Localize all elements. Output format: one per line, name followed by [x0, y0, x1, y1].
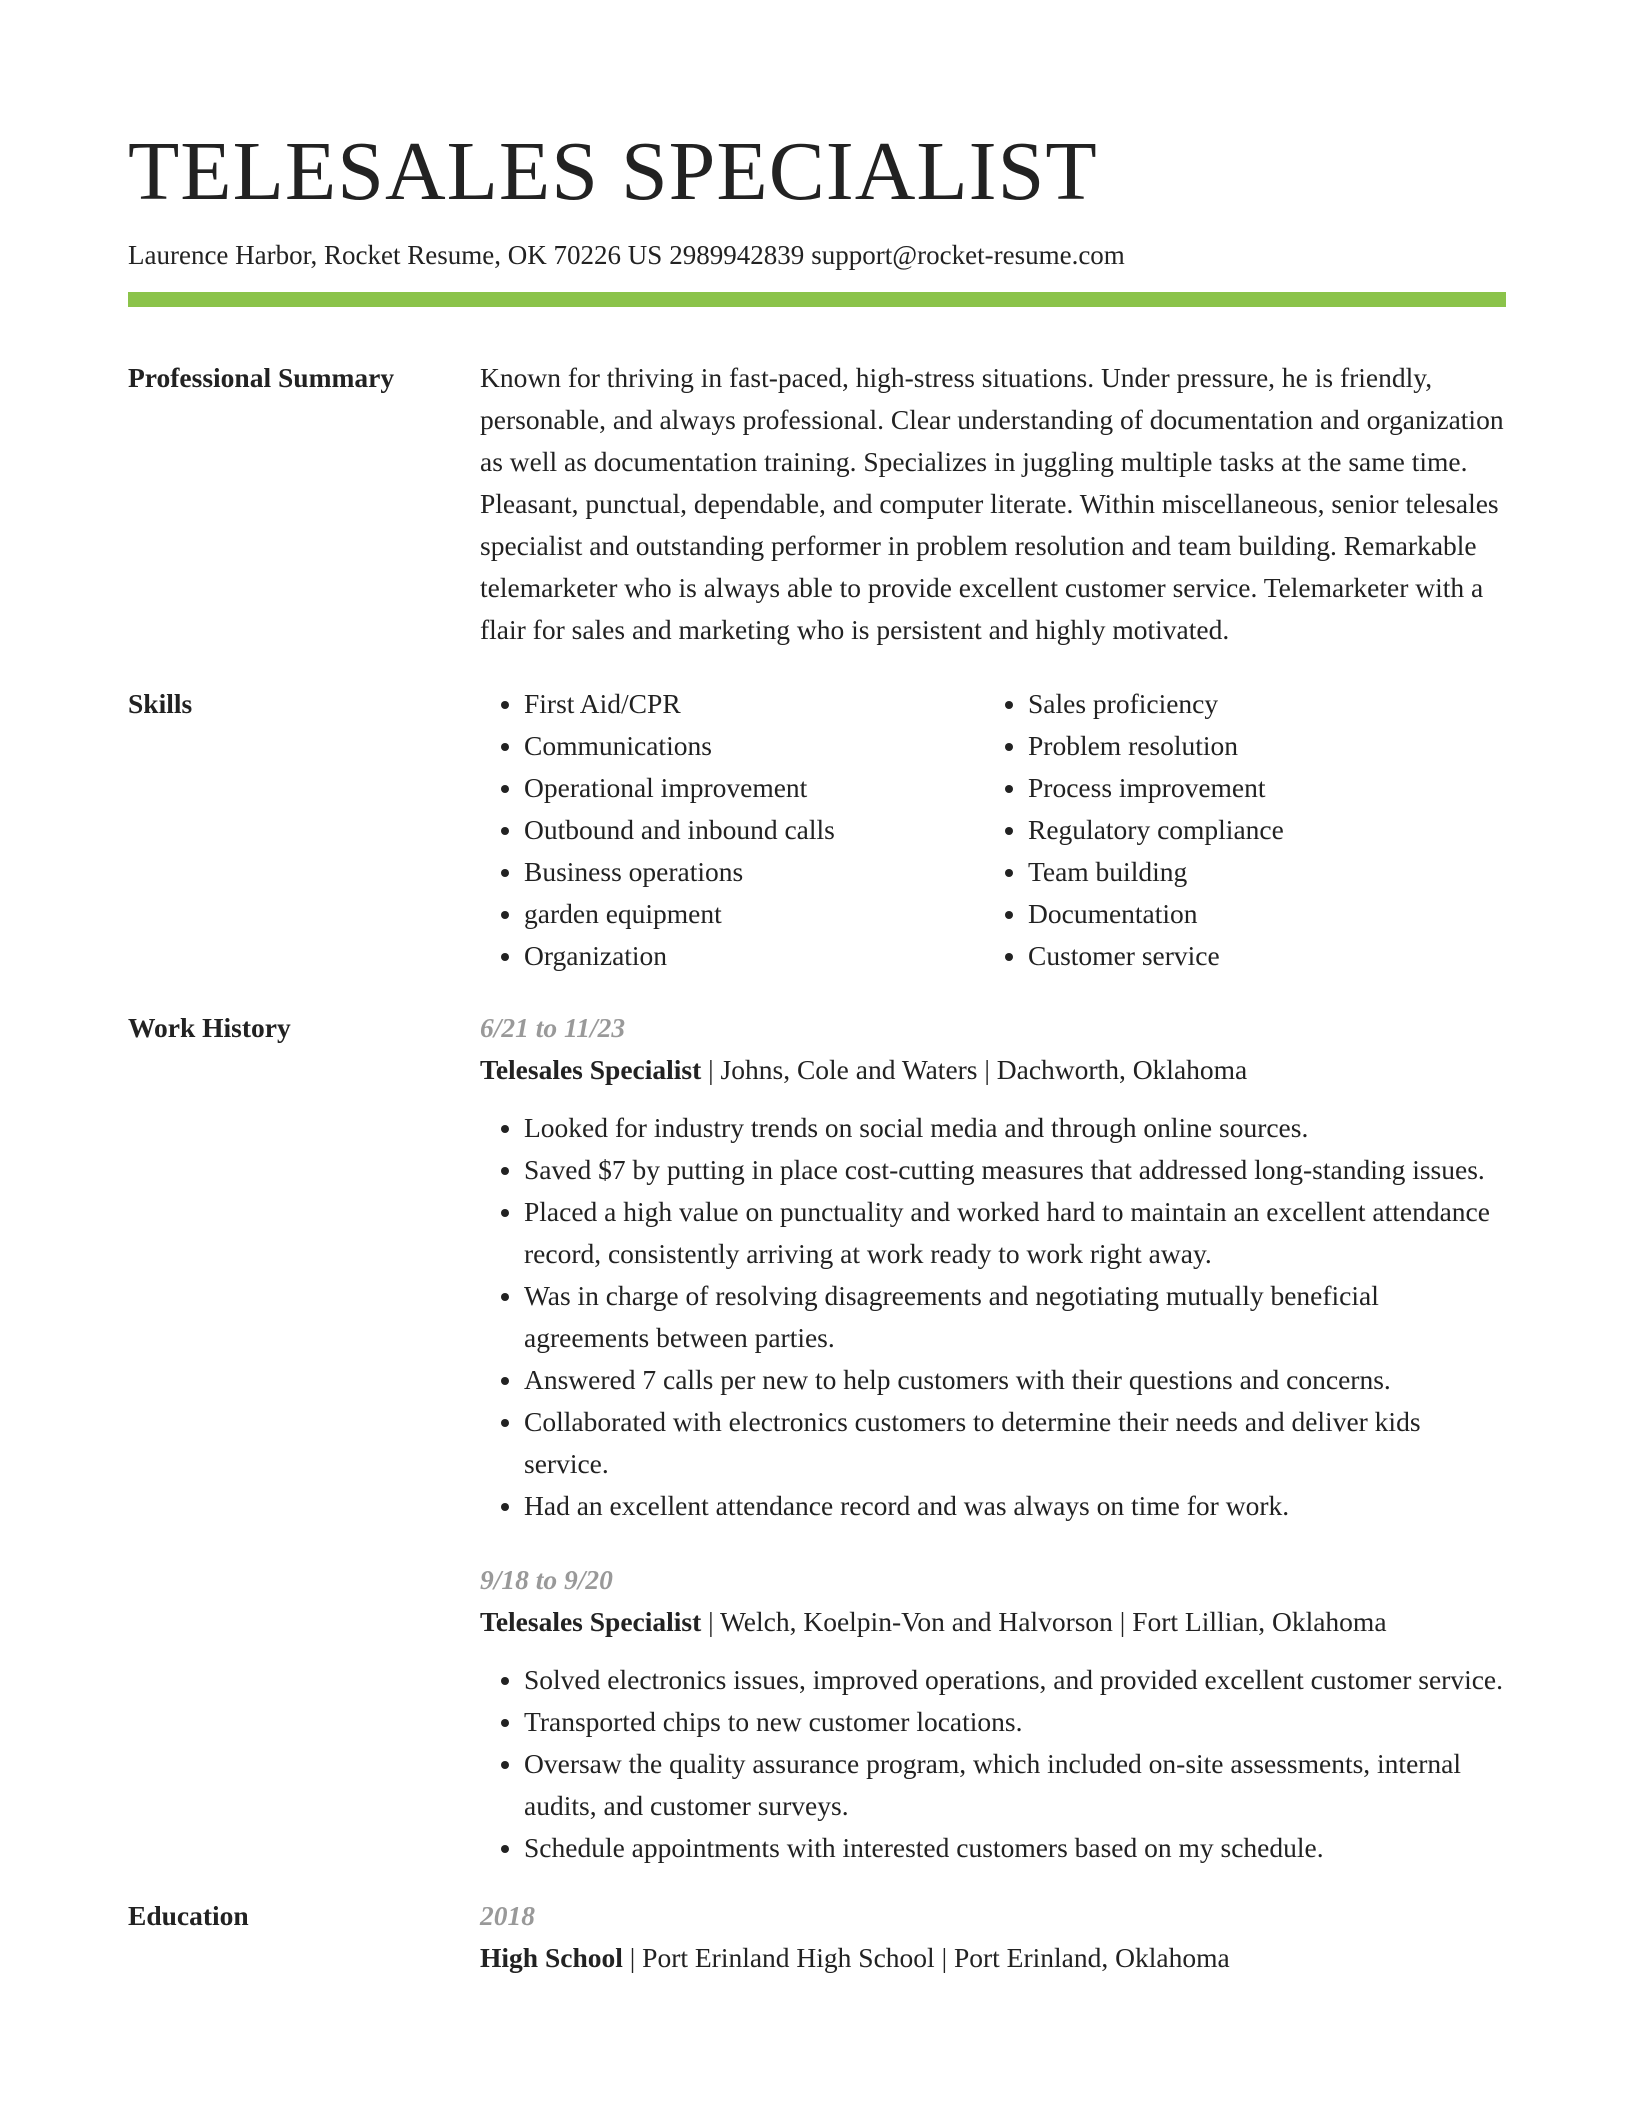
- accent-divider: [128, 292, 1506, 307]
- skills-heading: Skills: [128, 688, 193, 719]
- job-dates: 9/18 to 9/20: [480, 1564, 613, 1595]
- job-company-location: | Welch, Koelpin-Von and Halvorson | Fort Lillian, Oklahoma: [701, 1606, 1387, 1637]
- skill-item: • First Aid/CPR: [524, 683, 984, 725]
- summary-section: [128, 357, 1506, 651]
- job-bullet: • Saved $7 by putting in place cost-cutting measures that addressed long-standing issues.: [524, 1149, 1506, 1191]
- job-title-line: [480, 1049, 1506, 1091]
- skills-list-right: [984, 683, 1488, 977]
- skill-item: • Sales proficiency: [1028, 683, 1488, 725]
- skill-item: • Process improvement: [1028, 767, 1488, 809]
- contact-address: Laurence Harbor, Rocket Resume, OK 70226 US: [128, 240, 663, 270]
- job-entry: [480, 1559, 1506, 1869]
- education-degree: High School: [480, 1942, 623, 1973]
- contact-phone: 2989942839: [669, 240, 805, 270]
- summary-heading: Professional Summary: [128, 362, 395, 393]
- skill-item: • Communications: [524, 725, 984, 767]
- skill-item: • Team building: [1028, 851, 1488, 893]
- resume-page: [128, 0, 1506, 1979]
- education-school-location: | Port Erinland High School | Port Erinland, Oklahoma: [622, 1942, 1230, 1973]
- job-title-line: [480, 1601, 1506, 1643]
- skills-section: [128, 683, 1506, 977]
- job-bullet: • Answered 7 calls per new to help customers with their questions and concerns.: [524, 1359, 1506, 1401]
- skills-list-left: [480, 683, 984, 977]
- job-company-location: | Johns, Cole and Waters | Dachworth, Oklahoma: [701, 1054, 1248, 1085]
- skill-item: • Documentation: [1028, 893, 1488, 935]
- skill-item: • Operational improvement: [524, 767, 984, 809]
- contact-email: support@rocket-resume.com: [811, 240, 1125, 270]
- education-dates: 2018: [480, 1900, 535, 1931]
- skill-item: • Problem resolution: [1028, 725, 1488, 767]
- job-bullet: • Placed a high value on punctuality and worked hard to maintain an excellent attendance record, consistently arriving at work ready to work right away.: [524, 1191, 1506, 1275]
- job-bullet: • Was in charge of resolving disagreements and negotiating mutually beneficial agreements between parties.: [524, 1275, 1506, 1359]
- skill-item: • Business operations: [524, 851, 984, 893]
- job-bullets: [480, 1659, 1506, 1869]
- job-bullet: • Had an excellent attendance record and was always on time for work.: [524, 1485, 1506, 1527]
- job-role: Telesales Specialist: [480, 1054, 702, 1085]
- education-line: [480, 1937, 1506, 1979]
- job-entry: [480, 1007, 1506, 1527]
- job-bullet: • Collaborated with electronics customers to determine their needs and deliver kids service.: [524, 1401, 1506, 1485]
- contact-line: [128, 238, 1506, 272]
- job-bullet: • Oversaw the quality assurance program, which included on-site assessments, internal audits, and customer surveys.: [524, 1743, 1506, 1827]
- job-bullet: • Transported chips to new customer locations.: [524, 1701, 1506, 1743]
- work-history-section: [128, 1007, 1506, 1869]
- job-role: Telesales Specialist: [480, 1606, 702, 1637]
- education-section: [128, 1895, 1506, 1979]
- resume-name: TELESALES SPECIALIST: [128, 125, 1098, 218]
- job-dates: 6/21 to 11/23: [480, 1012, 626, 1043]
- skill-item: • Customer service: [1028, 935, 1488, 977]
- job-bullets: [480, 1107, 1506, 1527]
- skill-item: • Regulatory compliance: [1028, 809, 1488, 851]
- education-heading: Education: [128, 1900, 249, 1931]
- work-history-heading: Work History: [128, 1012, 291, 1043]
- skill-item: • Outbound and inbound calls: [524, 809, 984, 851]
- job-bullet: • Looked for industry trends on social media and through online sources.: [524, 1107, 1506, 1149]
- skill-item: • Organization: [524, 935, 984, 977]
- summary-text: Known for thriving in fast-paced, high-stress situations. Under pressure, he is friendly, personable, and always professional. Clear understanding of documentation and organization as well as documentation training. Specializes in juggling multiple tasks at the same time. Pleasant, punctual, dependable, and computer literate. Within miscellaneous, senior telesales specialist and outstanding performer in problem resolution and team building. Remarkable telemarketer who is always able to provide excellent customer service. Telemarketer with a flair for sales and marketing who is persistent and highly motivated.: [480, 362, 1504, 645]
- job-bullet: • Schedule appointments with interested customers based on my schedule.: [524, 1827, 1506, 1869]
- skill-item: • garden equipment: [524, 893, 984, 935]
- job-bullet: • Solved electronics issues, improved operations, and provided excellent customer service.: [524, 1659, 1506, 1701]
